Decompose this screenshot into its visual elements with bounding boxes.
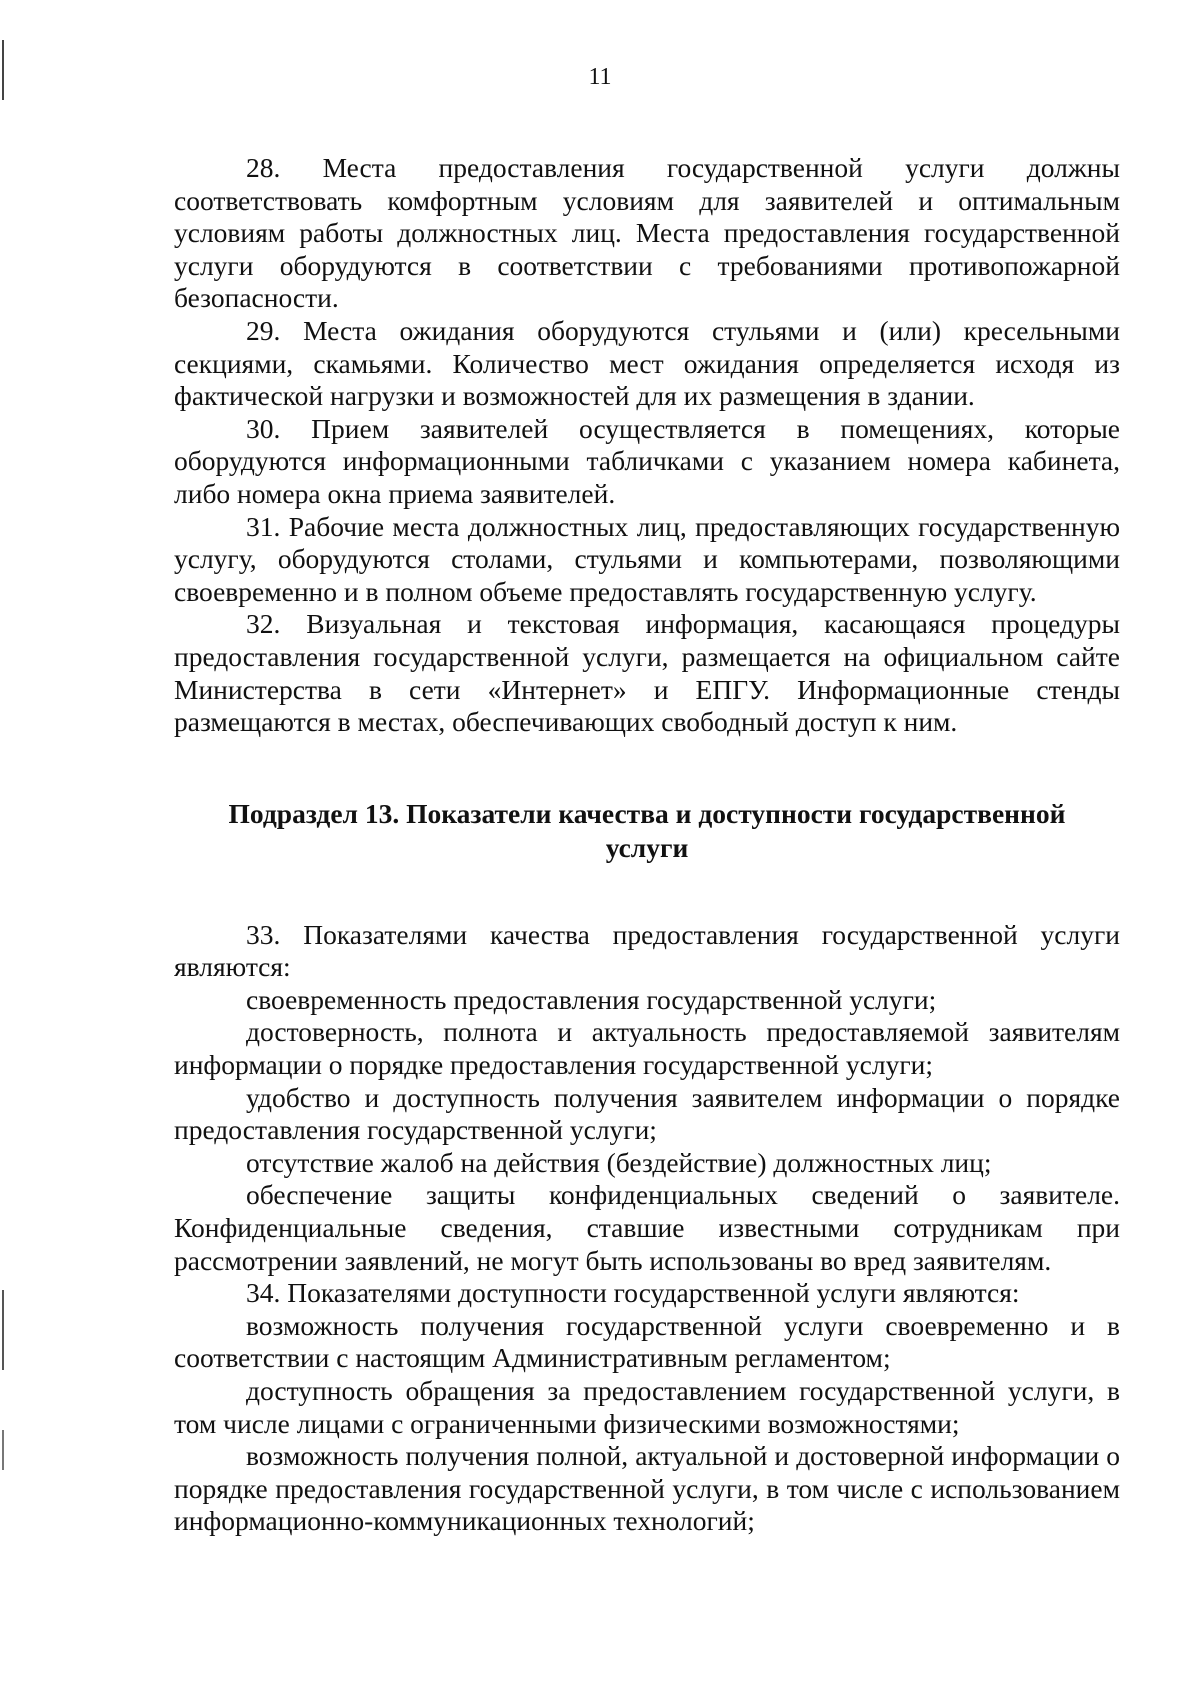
paragraph-32: 32. Визуальная и текстовая информация, касающаяся процедуры предоставления государственной услуги, размещается на официальном сайте Министерства в сети «Интернет» и ЕПГУ. Информационные стенды размещаются в местах, обеспечивающих свободный доступ к ним.: [174, 608, 1120, 738]
paragraph-28: 28. Места предоставления государственной услуги должны соответствовать комфортным условиям для заявителей и оптимальным условиям работы должностных лиц. Места предоставления государственной услуги оборудуются в соответствии с требованиями противопожарной безопасности.: [174, 152, 1120, 314]
access-item-timely: возможность получения государственной услуги своевременно и в соответствии с настоящим Административным регламентом;: [174, 1309, 1120, 1374]
quality-item-confidentiality: обеспечение защиты конфиденциальных сведений о заявителе. Конфиденциальные сведения, ставшие известными сотрудникам при рассмотрении заявлений, не могут быть использованы во вред заявителям.: [174, 1179, 1120, 1276]
document-body: [174, 152, 1120, 1538]
access-item-information: возможность получения полной, актуальной и достоверной информации о порядке предоставления государственной услуги, в том числе с использованием информационно-коммуникационных технологий;: [174, 1440, 1120, 1537]
scan-edge-mark: [2, 0, 4, 1697]
paragraph-30: 30. Прием заявителей осуществляется в помещениях, которые оборудуются информационными табличками с указанием номера кабинета, либо номера окна приема заявителей.: [174, 412, 1120, 509]
paragraph-34: 34. Показателями доступности государственной услуги являются:: [246, 1277, 1020, 1309]
paragraph-29: 29. Места ожидания оборудуются стульями и (или) кресельными секциями, скамьями. Количество мест ожидания определяется исходя из фактической нагрузки и возможностей для их размещения в здании.: [174, 314, 1120, 412]
section-heading: Подраздел 13. Показатели качества и доступности государственной услуги: [228, 797, 1066, 863]
quality-item-timeliness: своевременность предоставления государственной услуги;: [246, 983, 937, 1015]
quality-item-no-complaints: отсутствие жалоб на действия (бездействие) должностных лиц;: [246, 1146, 992, 1178]
quality-item-convenience: удобство и доступность получения заявителем информации о порядке предоставления государственной услуги;: [174, 1081, 1120, 1146]
quality-item-reliability: достоверность, полнота и актуальность предоставляемой заявителям информации о порядке предоставления государственной услуги;: [174, 1016, 1120, 1081]
paragraph-31: 31. Рабочие места должностных лиц, предоставляющих государственную услугу, оборудуются столами, стульями и компьютерами, позволяющими своевременно и в полном объеме предоставлять государственную услугу.: [174, 510, 1120, 607]
page-number: 11: [588, 64, 612, 90]
paragraph-33: 33. Показателями качества предоставления государственной услуги являются:: [174, 918, 1120, 983]
access-item-disabled: доступность обращения за предоставлением государственной услуги, в том числе лицами с ограниченными физическими возможностями;: [174, 1375, 1120, 1439]
